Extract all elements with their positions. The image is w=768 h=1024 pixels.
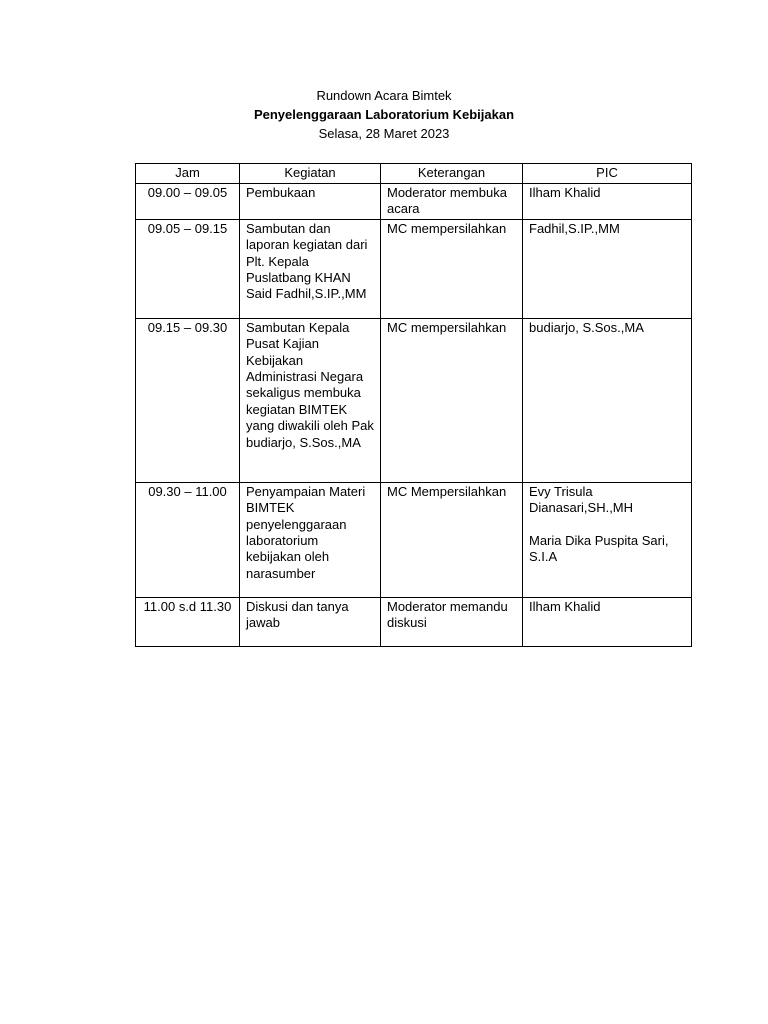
- pic-name: Ilham Khalid: [529, 598, 601, 614]
- pic-name: Ilham Khalid: [529, 185, 601, 200]
- table-row: [136, 597, 692, 646]
- document-title: Rundown Acara Bimtek: [316, 88, 452, 103]
- cell-jam: 09.00 – 09.05: [136, 184, 240, 220]
- cell-jam: 11.00 s.d 11.30: [136, 597, 240, 646]
- table-row: [136, 184, 692, 220]
- cell-kegiatan: Sambutan Kepala Pusat Kajian Kebijakan Administrasi Negara sekaligus membuka kegiatan BIMTEK yang diwakili oleh Pak budiarjo, S.Sos.,MA: [240, 318, 381, 482]
- pic-name: budiarjo, S.Sos.,MA: [529, 319, 644, 335]
- cell-pic: [523, 184, 692, 220]
- cell-jam: 09.30 – 11.00: [136, 482, 240, 597]
- cell-keterangan: Moderator membuka acara: [381, 184, 523, 220]
- cell-kegiatan: Sambutan dan laporan kegiatan dari Plt. Kepala Puslatbang KHAN Said Fadhil,S.IP.,MM: [240, 219, 381, 318]
- document-header: [0, 86, 768, 143]
- cell-keterangan: MC Mempersilahkan: [381, 482, 523, 597]
- cell-kegiatan: Diskusi dan tanya jawab: [240, 597, 381, 646]
- cell-keterangan: Moderator memandu diskusi: [381, 597, 523, 646]
- pic-name: Maria Dika Puspita Sari, S.I.A: [529, 533, 669, 565]
- pic-spacer: [529, 517, 685, 533]
- rundown-table: [135, 163, 692, 647]
- cell-kegiatan: Pembukaan: [240, 184, 381, 220]
- cell-kegiatan: Penyampaian Materi BIMTEK penyelenggaraan laboratorium kebijakan oleh narasumber: [240, 482, 381, 597]
- column-header-keterangan: Keterangan: [381, 164, 523, 184]
- document-subtitle: Penyelenggaraan Laboratorium Kebijakan: [253, 107, 515, 122]
- cell-pic: [523, 318, 692, 482]
- column-header-kegiatan: Kegiatan: [240, 164, 381, 184]
- table-row: [136, 219, 692, 318]
- column-header-pic: PIC: [523, 164, 692, 184]
- cell-keterangan: MC mempersilahkan: [381, 219, 523, 318]
- cell-pic: [523, 597, 692, 646]
- cell-jam: 09.15 – 09.30: [136, 318, 240, 482]
- cell-keterangan: MC mempersilahkan: [381, 318, 523, 482]
- cell-pic: [523, 219, 692, 318]
- column-header-jam: Jam: [136, 164, 240, 184]
- document-date: Selasa, 28 Maret 2023: [318, 126, 450, 141]
- cell-pic: [523, 482, 692, 597]
- table-row: [136, 482, 692, 597]
- table-row: [136, 318, 692, 482]
- pic-name: Fadhil,S.IP.,MM: [529, 220, 620, 236]
- table-header-row: [136, 164, 692, 184]
- pic-name: Evy Trisula Dianasari,SH.,MH: [529, 483, 634, 516]
- cell-jam: 09.05 – 09.15: [136, 219, 240, 318]
